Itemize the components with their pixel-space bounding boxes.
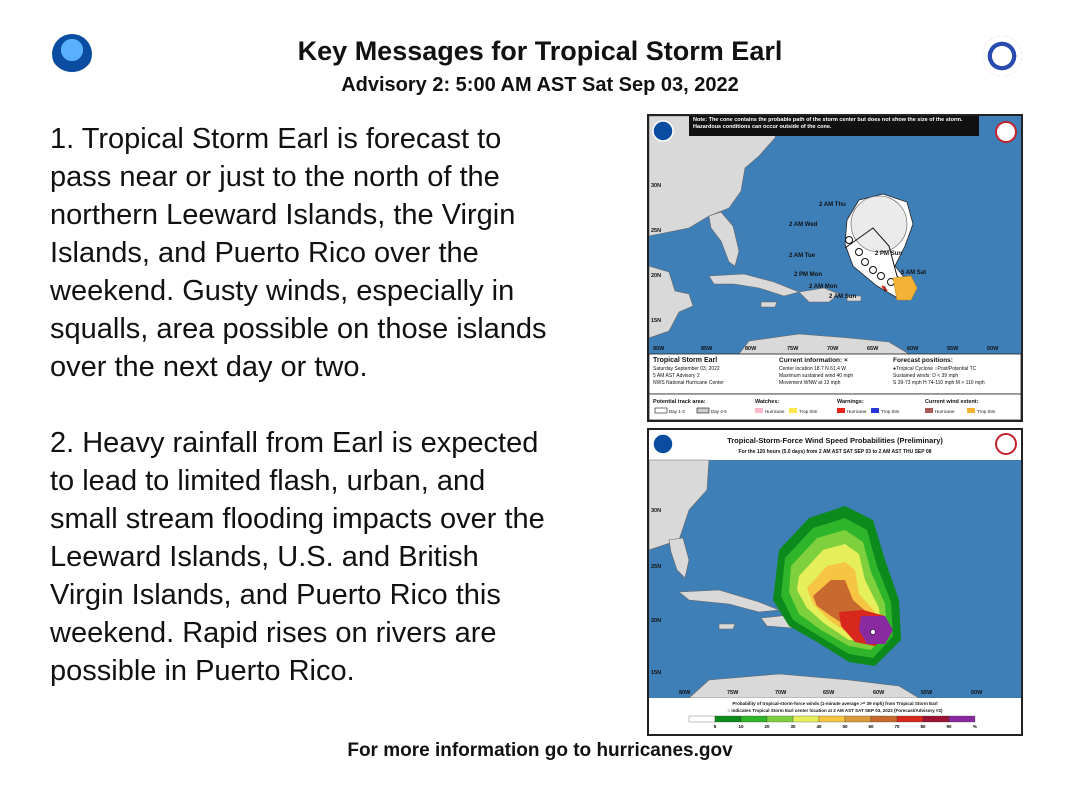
legend-track-title: Potential track area:	[653, 399, 706, 405]
legend-day45: Day 4-5	[711, 409, 727, 414]
track-label: 2 AM Sun	[829, 294, 857, 300]
legend-watch-item: Trop Stm	[799, 409, 818, 414]
legend-warning-item: Trop Stm	[881, 409, 900, 414]
track-point	[862, 259, 869, 266]
current-info-title: Current information: ×	[779, 357, 848, 364]
wind-probability-graphic	[647, 428, 1023, 736]
noaa-icon	[653, 434, 673, 454]
scale-swatch	[741, 716, 767, 722]
storm-center: NWS National Hurricane Center	[653, 380, 724, 386]
cone-graphic	[647, 114, 1023, 422]
track-point	[878, 273, 885, 280]
jamaica	[719, 624, 735, 629]
lon-label: 65W	[823, 690, 835, 696]
current-info-line: Center location 18.7 N 61.4 W	[779, 366, 846, 372]
prob-caption: Probability of tropical-storm-force winds (1-minute average >= 39 mph) from Tropical Storm Earl	[732, 701, 938, 706]
track-label: 2 AM Thu	[819, 202, 846, 208]
scale-label: 90	[946, 724, 952, 729]
key-message-1: 1. Tropical Storm Earl is forecast to pass near or just to the north of the northern Leeward Islands, the Virgin Islands, and Puerto Rico over the weekend. Gusty winds, especially in squalls, area possible on those islands over the next day or two.	[50, 123, 547, 383]
forecast-line: Sustained winds: D < 39 mph	[893, 373, 959, 379]
scale-swatch	[819, 716, 845, 722]
lon-label: 80W	[679, 690, 691, 696]
nws-icon	[996, 434, 1016, 454]
legend-warnings-title: Warnings:	[837, 399, 864, 405]
scale-label: 80	[920, 724, 926, 729]
lon-label: 55W	[921, 690, 933, 696]
scale-label: 60	[868, 724, 874, 729]
lat-label: 20N	[651, 618, 662, 624]
scale-label: 30	[790, 724, 796, 729]
prob-subtitle: For the 120 hours (5.0 days) from 2 AM AST SAT SEP 03 to 2 AM AST THU SEP 08	[738, 449, 932, 455]
current-info-line: Movement WNW at 13 mph	[779, 380, 841, 386]
ts-watch-swatch	[789, 408, 797, 413]
lon-label: 90W	[653, 346, 665, 352]
storm-name: Tropical Storm Earl	[653, 357, 718, 364]
lon-label: 50W	[987, 346, 999, 352]
scale-label: 40	[816, 724, 822, 729]
day13-swatch	[655, 408, 667, 413]
track-point	[870, 267, 877, 274]
track-label: 2 AM Mon	[809, 284, 838, 290]
storm-date: Saturday September 03, 2022	[653, 366, 720, 372]
lat-label: 20N	[651, 273, 662, 279]
page-title: Key Messages for Tropical Storm Earl	[297, 36, 783, 66]
jamaica	[761, 302, 777, 307]
lon-label: 70W	[827, 346, 839, 352]
lon-label: 70W	[775, 690, 787, 696]
lon-label: 75W	[787, 346, 799, 352]
legend-box	[649, 394, 1021, 420]
forecast-line: ●Tropical Cyclone ○Post/Potential TC	[893, 366, 977, 372]
storm-advisory: 5 AM AST Advisory 2	[653, 373, 700, 379]
prob-map-svg	[649, 430, 1021, 734]
legend-wind-item: Hurricane	[935, 409, 955, 414]
legend-wind-title: Current wind extent:	[925, 399, 979, 405]
scale-label: 70	[894, 724, 900, 729]
key-message-2: 2. Heavy rainfall from Earl is expected to lead to limited flash, urban, and small stream flooding impacts over the Leeward Islands, U.S. and British Virgin Islands, and Puerto Rico this weekend. Rapid rises on rivers are possible in Puerto Rico.	[50, 427, 545, 687]
scale-swatch	[767, 716, 793, 722]
lon-label: 60W	[873, 690, 885, 696]
lat-label: 30N	[651, 508, 662, 514]
scale-swatch	[689, 716, 715, 722]
track-label: 2 AM Wed	[789, 222, 818, 228]
scale-swatch	[871, 716, 897, 722]
legend-warning-item: Hurricane	[847, 409, 867, 414]
storm-center-marker	[871, 630, 876, 635]
scale-label: %	[972, 724, 978, 729]
prob-title: Tropical-Storm-Force Wind Speed Probabilities (Preliminary)	[727, 436, 943, 445]
current-info-line: Maximum sustained wind 40 mph	[779, 373, 854, 379]
scale-swatch	[715, 716, 741, 722]
hurricane-wind-swatch	[925, 408, 933, 413]
nws-icon	[996, 122, 1016, 142]
lat-label: 15N	[651, 670, 662, 676]
track-point	[846, 237, 853, 244]
footer-link-text: For more information go to hurricanes.gov	[347, 740, 733, 761]
lon-label: 65W	[867, 346, 879, 352]
legend-watch-item: Hurricane	[765, 409, 785, 414]
day45-swatch	[697, 408, 709, 413]
lon-label: 55W	[947, 346, 959, 352]
prob-caption: ○ indicates Tropical Storm Earl center location at 2 AM AST SAT SEP 03, 2022 (Forecast/Advisory #2)	[727, 708, 943, 713]
scale-label: 50	[842, 724, 848, 729]
lon-label: 85W	[701, 346, 713, 352]
ts-wind-swatch	[967, 408, 975, 413]
track-label: 2 AM Tue	[789, 253, 816, 259]
lon-label: 80W	[745, 346, 757, 352]
scale-label: 10	[738, 724, 744, 729]
forecast-title: Forecast positions:	[893, 357, 953, 364]
scale-swatch	[793, 716, 819, 722]
noaa-icon	[653, 121, 673, 141]
scale-label: 5	[713, 724, 717, 729]
cone-note: Note: The cone contains the probable path of the storm center but does not show the size of the storm. Hazardous conditions can occur outside of the cone.	[693, 117, 963, 130]
legend-wind-item: Trop Stm	[977, 409, 996, 414]
advisory-subtitle: Advisory 2: 5:00 AM AST Sat Sep 03, 2022	[341, 74, 739, 96]
day45-cone	[851, 196, 907, 252]
forecast-line: S 39-73 mph H 74-110 mph M > 110 mph	[893, 380, 985, 386]
scale-swatch	[897, 716, 923, 722]
scale-swatch	[923, 716, 949, 722]
title-band	[649, 430, 1021, 460]
lat-label: 25N	[651, 228, 662, 234]
lon-label: 50W	[971, 690, 983, 696]
lon-label: 60W	[907, 346, 919, 352]
legend-day13: Day 1-3	[669, 409, 685, 414]
hurricane-warning-swatch	[837, 408, 845, 413]
lat-label: 25N	[651, 564, 662, 570]
ts-warning-swatch	[871, 408, 879, 413]
lon-label: 75W	[727, 690, 739, 696]
scale-swatch	[845, 716, 871, 722]
hurricane-watch-swatch	[755, 408, 763, 413]
scale-label: 20	[764, 724, 770, 729]
scale-swatch	[949, 716, 975, 722]
cone-map-svg	[649, 116, 1021, 420]
legend-watches-title: Watches:	[755, 399, 780, 405]
lat-label: 15N	[651, 318, 662, 324]
color-scale	[689, 716, 975, 722]
track-point	[856, 249, 863, 256]
lat-label: 30N	[651, 183, 662, 189]
track-label: 5 AM Sat	[901, 270, 927, 276]
track-label: 2 PM Sun	[875, 251, 903, 257]
track-label: 2 PM Mon	[794, 272, 822, 278]
